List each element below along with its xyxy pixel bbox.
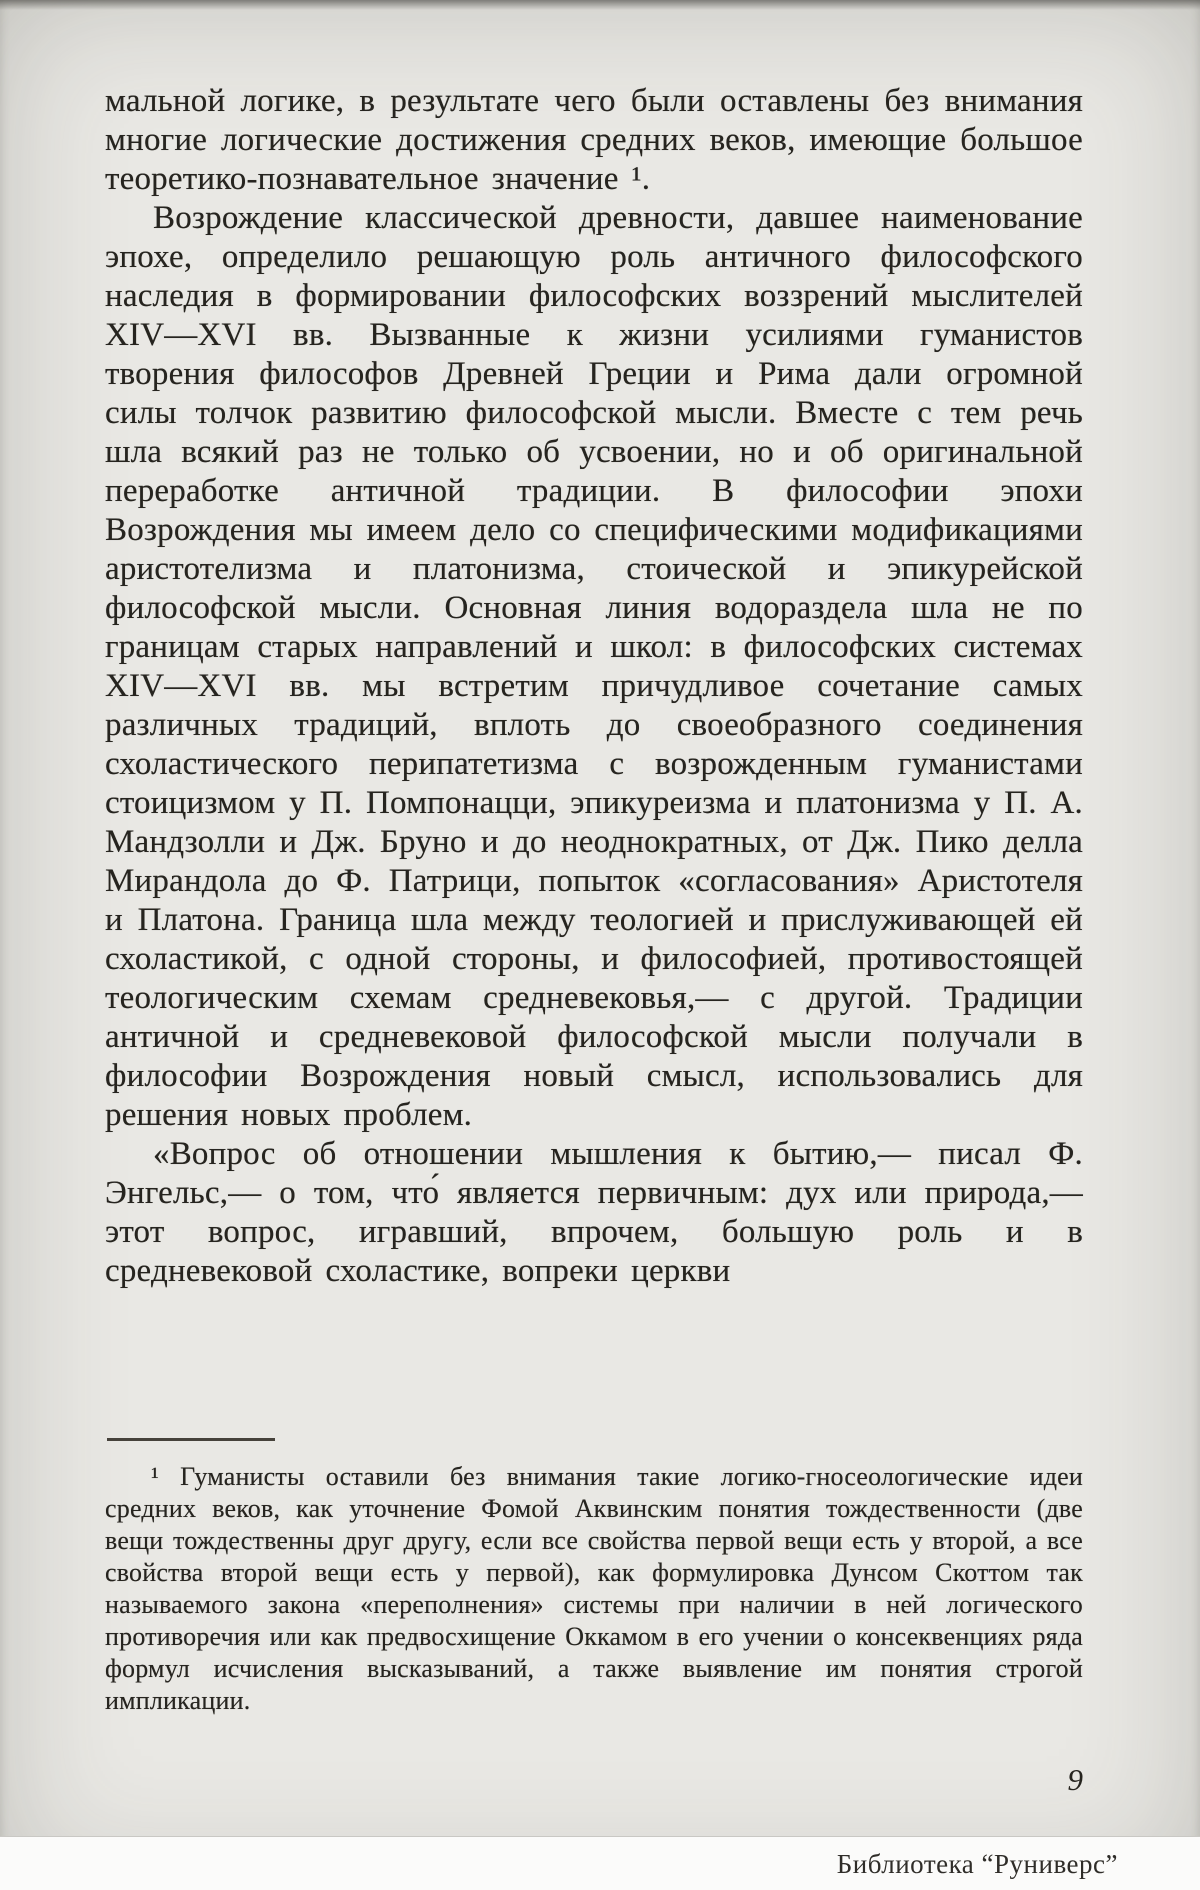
body-text: [105, 82, 1083, 1291]
footnote-separator: [107, 1438, 275, 1441]
footnote-block: [105, 1438, 1083, 1717]
paragraph: «Вопрос об отношении мышления к бытию,— писал Ф. Энгельс,— о том, что́ является первичным: дух или природа,— этот вопрос, игравший, впрочем, большую роль и в средневековой схоластике, вопреки церкви: [105, 1136, 1083, 1289]
watermark-strip: [0, 1836, 1200, 1890]
footnote: ¹ Гуманисты оставили без внимания такие логико-гносеологические идеи средних веков, как уточнение Фомой Аквинским понятия тождественности (две вещи тождественны друг другу, если все свойства первой вещи есть у второй, а все свойства второй вещи есть у первой), как формулировка Дунсом Скоттом так называемого закона «переполнения» системы при наличии в ней логического противоречия или как предвосхищение Оккамом в его учении о консеквенциях ряда формул исчисления высказываний, а также выявление им понятия строгой импликации.: [105, 1462, 1083, 1715]
page-number: 9: [1067, 1762, 1083, 1797]
paragraph: Возрождение классической древности, давшее наименование эпохе, определило решающую роль античного философского наследия в формировании философских воззрений мыслителей XIV—XVI вв. Вызванные к жизни усилиями гуманистов творения философов Древней Греции и Рима дали огромной силы толчок развитию философской мысли. Вместе с тем речь шла всякий раз не только об усвоении, но и об оригинальной переработке античной традиции. В философии эпохи Возрождения мы имеем дело со специфическими модификациями аристотелизма и платонизма, стоической и эпикурейской философской мысли. Основная линия водораздела шла не по границам старых направлений и школ: в философских системах XIV—XVI вв. мы встретим причудливое сочетание самых различных традиций, вплоть до своеобразного соединения схоластического перипатетизма с возрожденным гуманистами стоицизмом у П. Помпонацци, эпикуреизма и платонизма у П. А. Мандзолли и Дж. Бруно и до неоднократных, от Дж. Пико делла Мирандола до Ф. Патрици, попыток «согласования» Аристотеля и Платона. Граница шла между теологией и прислуживающей ей схоластикой, с одной стороны, и философией, противостоящей теологическим схемам средневековья,— с другой. Традиции античной и средневековой философской мысли получали в философии Возрождения новый смысл, использовались для решения новых проблем.: [105, 200, 1083, 1133]
paragraph: мальной логике, в результате чего были оставлены без внимания многие логические достижения средних веков, имеющие большое теоретико-познавательное значение ¹.: [105, 83, 1083, 197]
library-watermark: Библиотека “Руниверс”: [836, 1849, 1118, 1879]
